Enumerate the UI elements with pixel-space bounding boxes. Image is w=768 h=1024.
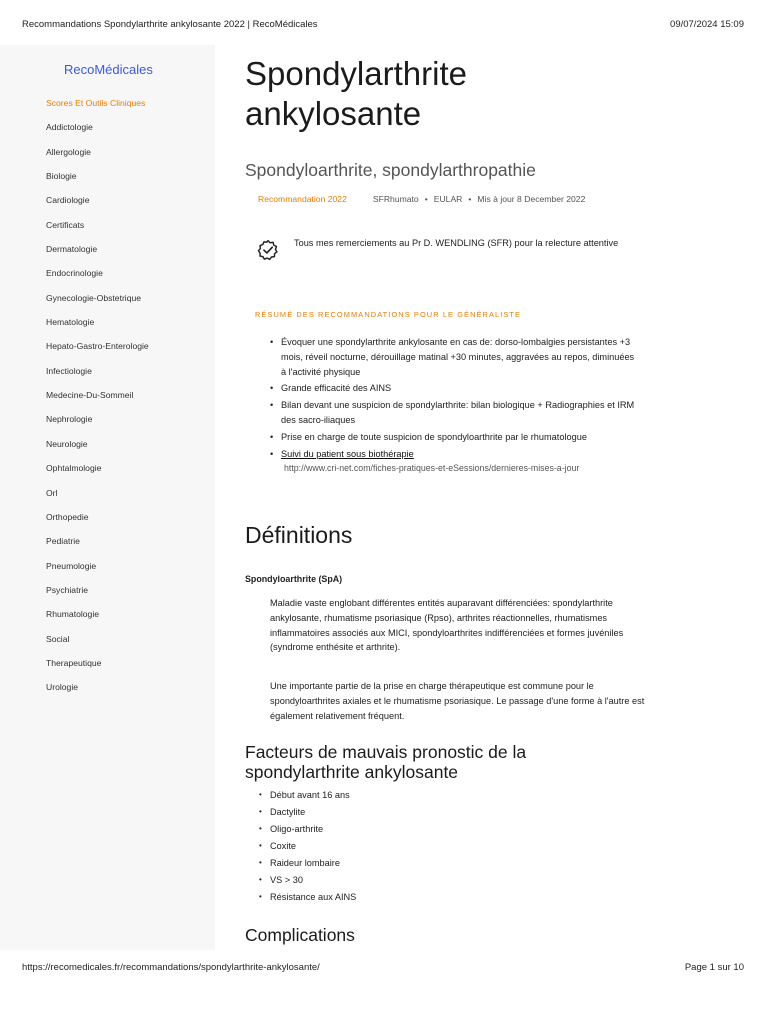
meta-separator: • [424, 194, 428, 204]
list-item: • Bilan devant une suspicion de spondylarthrite: bilan biologique + Radiographies et IRM des sacro-iliaques [270, 398, 635, 428]
sidebar-item-orthopedie[interactable]: Orthopedie [46, 511, 89, 522]
complications-heading: Complications [245, 925, 355, 945]
prognostic-factors-heading: Facteurs de mauvais pronostic de la spondylarthrite ankylosante [245, 742, 527, 782]
sidebar-item-dermatologie[interactable]: Dermatologie [46, 244, 98, 255]
sidebar-item-addictologie[interactable]: Addictologie [46, 122, 93, 133]
sidebar-nav [46, 97, 149, 706]
sidebar-item-hematologie[interactable]: Hematologie [46, 317, 95, 328]
print-footer-page: Page 1 sur 10 [684, 962, 744, 973]
print-footer [22, 962, 744, 973]
summary-list [270, 335, 635, 478]
definition-paragraph: Maladie vaste englobant différentes entités auparavant différenciées: spondylarthrite ankylosante, rhumatisme psoriasique (Rpso), arthrites réactionnelles, rhumatismes inflammatoires associés aux MICI, spondyloarthrites indifférenciées et formes juvéniles (syndrome enthésite et arthrite). [270, 598, 624, 653]
biotherapy-url: http://www.cri-net.com/fiches-pratiques-et-eSessions/dernieres-mises-a-jour [284, 463, 580, 474]
check-badge-icon [257, 239, 279, 261]
sidebar-item-therapeutique[interactable]: Therapeutique [46, 657, 102, 668]
recommendation-badge: Recommandation 2022 [258, 194, 347, 204]
source-sfrhumato: SFRhumato [372, 194, 419, 204]
definition-term: Spondyloarthrite (SpA) [245, 574, 343, 584]
sidebar-item-nephrologie[interactable]: Nephrologie [46, 414, 93, 425]
acknowledgement-text: Tous mes remerciements au Pr D. WENDLING (SFR) pour la relecture attentive [294, 238, 619, 248]
list-item: • Coxite [259, 839, 356, 856]
sidebar-item-neurologie[interactable]: Neurologie [46, 438, 88, 449]
prognostic-factors-list [259, 788, 356, 907]
sidebar [0, 45, 215, 950]
print-header [22, 19, 744, 30]
definition-paragraph: Une importante partie de la prise en charge thérapeutique est commune pour le spondyloarthrites axiales et le rhumatisme psoriasique. Le passage d'une forme à l'autre est également relativement fréquent. [270, 681, 645, 721]
sidebar-item-pediatrie[interactable]: Pediatrie [46, 536, 80, 547]
list-item: • VS > 30 [259, 873, 356, 890]
sidebar-item-psychiatrie[interactable]: Psychiatrie [46, 584, 89, 595]
sidebar-item-pneumologie[interactable]: Pneumologie [46, 560, 97, 571]
updated-date: Mis à jour 8 December 2022 [477, 194, 586, 204]
sidebar-item-allergologie[interactable]: Allergologie [46, 146, 91, 157]
acknowledgement-box [245, 229, 645, 279]
print-header-datetime: 09/07/2024 15:09 [670, 19, 744, 30]
sidebar-item-rhumatologie[interactable]: Rhumatologie [46, 609, 100, 620]
sidebar-item-cardiologie[interactable]: Cardiologie [46, 195, 90, 206]
definitions-heading: Définitions [245, 522, 353, 548]
print-footer-url: https://recomedicales.fr/recommandations/spondylarthrite-ankylosante/ [22, 962, 320, 973]
summary-label: RÉSUMÉ DES RECOMMANDATIONS POUR LE GÉNÉRALISTE [255, 310, 522, 319]
sidebar-item-scores[interactable]: Scores Et Outils Cliniques [46, 98, 146, 108]
article-meta [258, 194, 585, 204]
print-header-title: Recommandations Spondylarthrite ankylosante 2022 | RecoMédicales [22, 19, 318, 30]
sidebar-item-biologie[interactable]: Biologie [46, 171, 77, 182]
list-item: • Oligo-arthrite [259, 822, 356, 839]
list-item [270, 447, 635, 477]
sidebar-item-hepato[interactable]: Hepato-Gastro-Enterologie [46, 341, 149, 352]
sidebar-item-ophtalmologie[interactable]: Ophtalmologie [46, 463, 102, 474]
sidebar-item-endocrinologie[interactable]: Endocrinologie [46, 268, 103, 279]
list-item: • Raideur lombaire [259, 856, 356, 873]
list-item: • Dactylite [259, 805, 356, 822]
source-eular: EULAR [433, 194, 463, 204]
sidebar-item-certificats[interactable]: Certificats [46, 219, 85, 230]
sidebar-item-orl[interactable]: Orl [46, 487, 58, 498]
sidebar-item-infectiologie[interactable]: Infectiologie [46, 365, 92, 376]
list-item: • Résistance aux AINS [259, 890, 356, 907]
sidebar-item-gynecologie[interactable]: Gynecologie-Obstetrique [46, 292, 142, 303]
biotherapy-link[interactable]: Suivi du patient sous biothérapie [281, 448, 414, 459]
sidebar-item-urologie[interactable]: Urologie [46, 682, 79, 693]
page-title: Spondylarthrite ankylosante [245, 55, 467, 132]
page-subtitle: Spondyloarthrite, spondylarthropathie [245, 160, 536, 180]
list-item: • Prise en charge de toute suspicion de spondyloarthrite par le rhumatologue [270, 430, 635, 445]
list-item: • Début avant 16 ans [259, 788, 356, 805]
list-item: • Évoquer une spondylarthrite ankylosante en cas de: dorso-lombalgies persistantes +3 mois, réveil nocturne, dérouillage matinal +30 minutes, aggravées au repos, diminuées à l'activité physique [270, 335, 635, 379]
meta-separator: • [468, 194, 472, 204]
list-item: • Grande efficacité des AINS [270, 381, 635, 396]
brand-link[interactable]: RecoMédicales [64, 62, 153, 77]
sidebar-item-sommeil[interactable]: Medecine-Du-Sommeil [46, 390, 134, 401]
sidebar-item-social[interactable]: Social [46, 633, 70, 644]
